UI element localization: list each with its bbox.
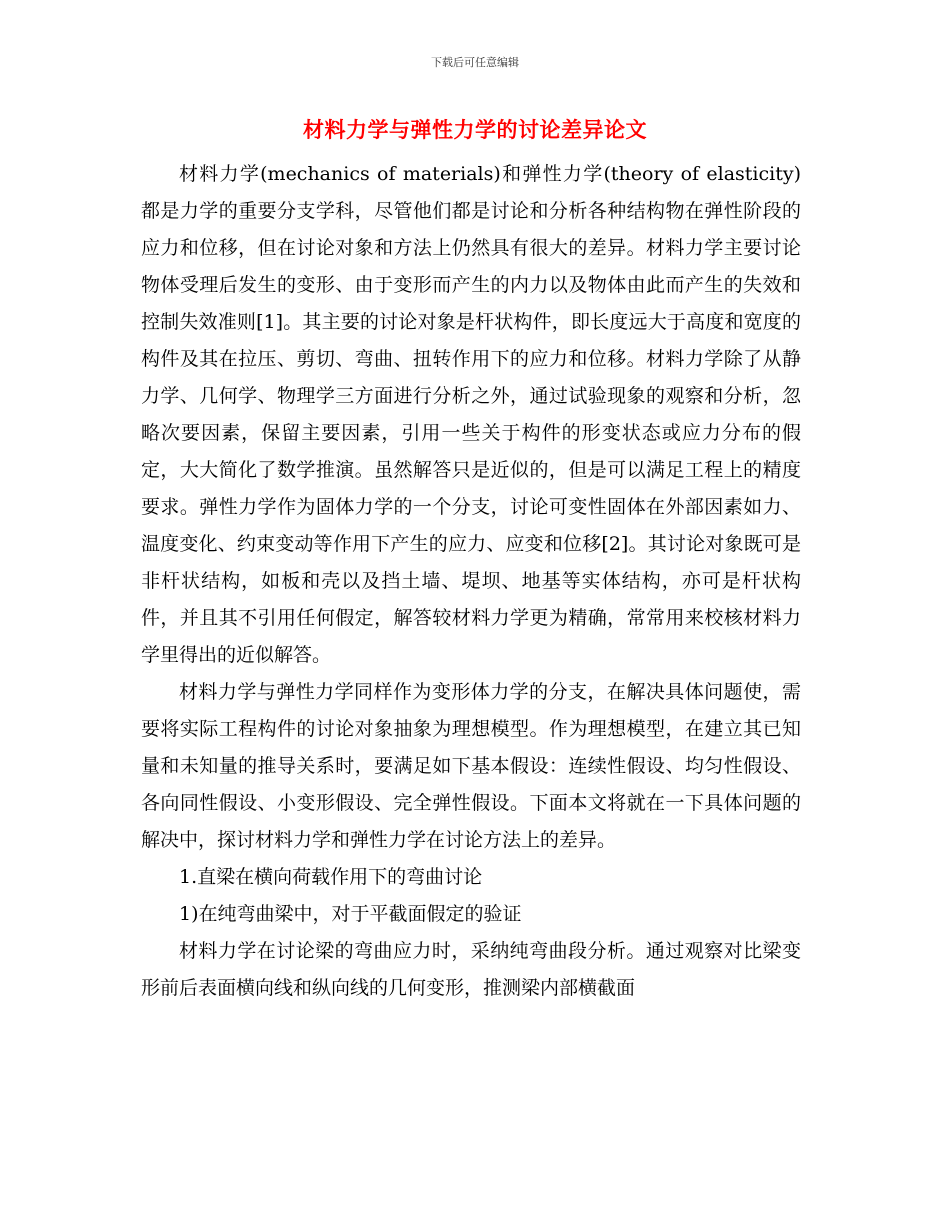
paragraph-intro: 材料力学(mechanics of materials)和弹性力学(theory of elasticity)都是力学的重要分支学科，尽管他们都是讨论和分析各种结构物在弹性阶段的应力和位移，但在讨论对象和方法上仍然具有很大的差异。材料力学主要讨论物体受理后发生的变形、由于变形而产生的内力以及物体由此而产生的失效和控制失效准则[1]。其主要的讨论对象是杆状构件，即长度远大于高度和宽度的构件及其在拉压、剪切、弯曲、扭转作用下的应力和位移。材料力学除了从静力学、几何学、物理学三方面进行分析之外，通过试验现象的观察和分析，忽略次要因素，保留主要因素，引用一些关于构件的形变状态或应力分布的假定，大大简化了数学推演。虽然解答只是近似的，但是可以满足工程上的精度要求。弹性力学作为固体力学的一个分支，讨论可变性固体在外部因素如力、温度变化、约束变动等作用下产生的应力、应变和位移[2]。其讨论对象既可是非杆状结构，如板和壳以及挡土墙、堤坝、地基等实体结构，亦可是杆状构件，并且其不引用任何假定，解答较材料力学更为精确，常常用来校核材料力学里得出的近似解答。 [141,163,801,666]
document-body [141,156,801,1007]
paragraph-assumptions: 材料力学与弹性力学同样作为变形体力学的分支，在解决具体问题使，需要将实际工程构件的讨论对象抽象为理想模型。作为理想模型，在建立其已知量和未知量的推导关系时，要满足如下基本假设：连续性假设、均匀性假设、各向同性假设、小变形假设、完全弹性假设。下面本文将就在一下具体问题的解决中，探讨材料力学和弹性力学在讨论方法上的差异。 [141,681,801,851]
page-header-note: 下载后可任意编辑 [431,56,519,69]
subsection-heading-1-1: 1)在纯弯曲梁中，对于平截面假定的验证 [179,903,522,925]
document-title: 材料力学与弹性力学的讨论差异论文 [303,117,647,142]
section-heading-1: 1.直梁在横向荷载作用下的弯曲讨论 [179,866,483,888]
paragraph-pure-bending: 材料力学在讨论梁的弯曲应力时，采纳纯弯曲段分析。通过观察对比梁变形前后表面横向线和纵向线的几何变形，推测梁内部横截面 [141,940,801,999]
